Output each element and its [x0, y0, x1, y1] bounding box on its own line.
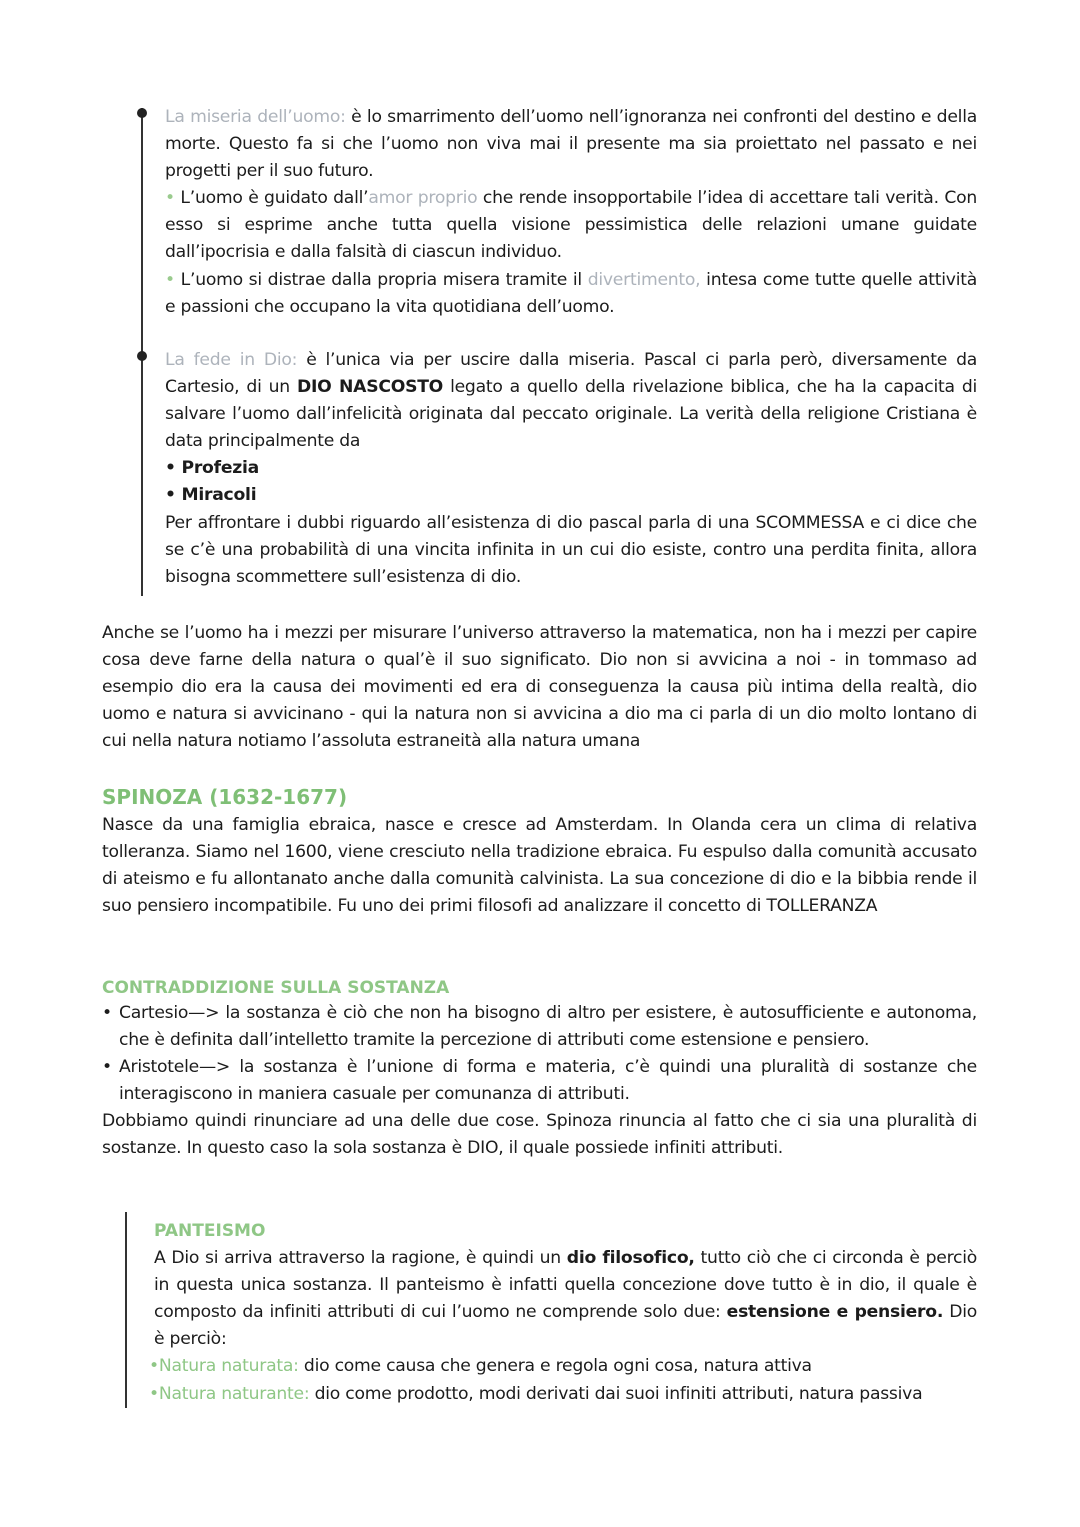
pascal-bracketed-block	[141, 102, 977, 596]
panteismo-title: PANTEISMO	[154, 1221, 266, 1241]
dio-nascosto: DIO NASCOSTO	[296, 377, 444, 398]
miseria-text: è lo smarrimento dell’uomo nell’ignoranza nei confronti del destino e della morte. Questo fa si che l’uomo non viva mai il presente ma sia proiettato nel passato e nei progetti per il suo futuro.	[165, 107, 977, 182]
panteismo-content: PANTEISMO A Dio si arriva attraverso la ragione, è quindi un dio filosofico, tutto ciò che ci circonda è perciò in questa unica sostanza. Il panteismo è infatti quella concezione dove tutto è in dio, il quale è composto da infiniti attributi di cui l’uomo ne comprende solo due: estensione e pensiero. Dio è perciò: •Natura naturata: dio come causa che genera e regola ogni cosa, natura attiva •Natura naturante: dio come prodotto, modi derivati dai suoi infiniti attributi, natura passiva	[154, 1218, 977, 1408]
bullet-dot-icon	[137, 351, 147, 361]
list-item: • Miracoli	[165, 485, 257, 506]
scommessa-paragraph: Per affrontare i dubbi riguardo all’esistenza di dio pascal parla di una SCOMMESSA e ci dice che se c’è una probabilità di una vincita infinita in un cui dio esiste, contro una perdita finita, allora bisogna scommettere sull’esistenza di dio.	[165, 512, 977, 587]
natura-naturante-item: •Natura naturante: dio come prodotto, modi derivati dai suoi infiniti attributi, natura passiva	[149, 1383, 923, 1404]
pascal-conclusion: Anche se l’uomo ha i mezzi per misurare l’universo attraverso la matematica, non ha i mezzi per capire cosa deve farne della natura o qual’è il suo significato. Dio non si avvicina a noi - in tommaso ad esempio dio era la causa dei movimenti ed era di conseguenza la causa più intima della realtà, dio uomo e natura si avvicinano - qui la natura non si avvicina a dio ma ci parla di un dio molto lontano di cui nella natura notiamo l’assoluta estraneità alla natura umana	[102, 623, 977, 752]
contraddizione-title: CONTRADDIZIONE SULLA SOSTANZA	[102, 978, 450, 998]
bullet-icon: •	[102, 1057, 112, 1078]
natura-naturata-item: •Natura naturata: dio come causa che genera e regola ogni cosa, natura attiva	[149, 1356, 812, 1377]
divertimento-term: divertimento,	[587, 269, 701, 290]
amor-proprio-term: amor proprio	[368, 188, 478, 209]
spinoza-title: SPINOZA (1632-1677)	[102, 785, 348, 809]
list-item: • Aristotele—> la sostanza è l’unione di forma e materia, c’è quindi una pluralità di sostanze che interagiscono in maniera casuale per comunanza di attributi.	[102, 1054, 977, 1108]
estensione-pensiero: estensione e pensiero.	[726, 1302, 944, 1323]
bullet-icon: •	[102, 1003, 112, 1023]
vertical-bracket-line	[125, 1212, 127, 1408]
natura-naturante-term: Natura naturante:	[158, 1383, 310, 1404]
bullet-icon: •	[149, 1383, 159, 1404]
bullet-icon: •	[165, 458, 176, 479]
fede-item: La fede in Dio: è l’unica via per uscire dalla miseria. Pascal ci parla però, diversamente da Cartesio, di un DIO NASCOSTO legato a quello della rivelazione biblica, che ha la capacita di salvare l’uomo dall’infelicità originata dal peccato originale. La verità della religione Cristiana è data principalmente da • Profezia • Miracoli Per affrontare i dubbi riguardo all’esistenza di dio pascal parla di una SCOMMESSA e ci dice che se c’è una probabilità di una vincita infinita in un cui dio esiste, contro una perdita finita, allora bisogna scommettere sull’esistenza di dio.	[165, 347, 977, 591]
contraddizione-conclusion: Dobbiamo quindi rinunciare ad una delle due cose. Spinoza rinuncia al fatto che ci sia una pluralità di sostanze. In questo caso la sola sostanza è DIO, il quale possiede infiniti attributi.	[102, 1111, 977, 1159]
miseria-term: La miseria dell’uomo:	[165, 107, 346, 127]
natura-naturata-term: Natura naturata:	[158, 1356, 299, 1377]
spinoza-intro: Nasce da una famiglia ebraica, nasce e cresce ad Amsterdam. In Olanda cera un clima di relativa tolleranza. Siamo nel 1600, viene cresciuto nella tradizione ebraica. Fu espulso dalla comunità accusato di ateismo e fu allontanato anche dalla comunità calvinista. La sua concezione di dio e la bibbia rende il suo pensiero incompatibile. Fu uno dei primi filosofi ad analizzare il concetto di TOLLERANZA	[102, 815, 977, 917]
bullet-dot-icon	[137, 108, 147, 118]
contraddizione-list	[102, 1000, 977, 1163]
bullet-icon: •	[165, 485, 176, 506]
miseria-item: La miseria dell’uomo: è lo smarrimento dell’uomo nell’ignoranza nei confronti del destino e della morte. Questo fa si che l’uomo non viva mai il presente ma sia proiettato nel passato e nei progetti per il suo futuro. • L’uomo è guidato dall’amor proprio che rende insopportabile l’idea di accettare tali verità. Con esso si esprime anche tutta quella visione pessimistica delle relazioni umane guidate dall’ipocrisia e dalla falsità di ciascun individuo. • L’uomo si distrae dalla propria misera tramite il divertimento, intesa come tutte quelle attività e passioni che occupano la vita quotidiana dell’uomo.	[165, 107, 978, 317]
sub-bullet-icon: •	[165, 269, 175, 290]
panteismo-bracketed-block	[125, 1212, 977, 1408]
list-item: • Profezia	[165, 458, 259, 479]
list-item: • Cartesio—> la sostanza è ciò che non ha bisogno di altro per esistere, è autosufficiente e autonoma, che è definita dall’intelletto tramite la percezione di attributi come estensione e pensiero.	[102, 1000, 977, 1054]
dio-filosofico: dio filosofico,	[566, 1248, 695, 1269]
fede-term: La fede in Dio:	[165, 350, 298, 370]
sub-bullet-icon: •	[165, 188, 175, 209]
bullet-icon: •	[149, 1356, 159, 1377]
